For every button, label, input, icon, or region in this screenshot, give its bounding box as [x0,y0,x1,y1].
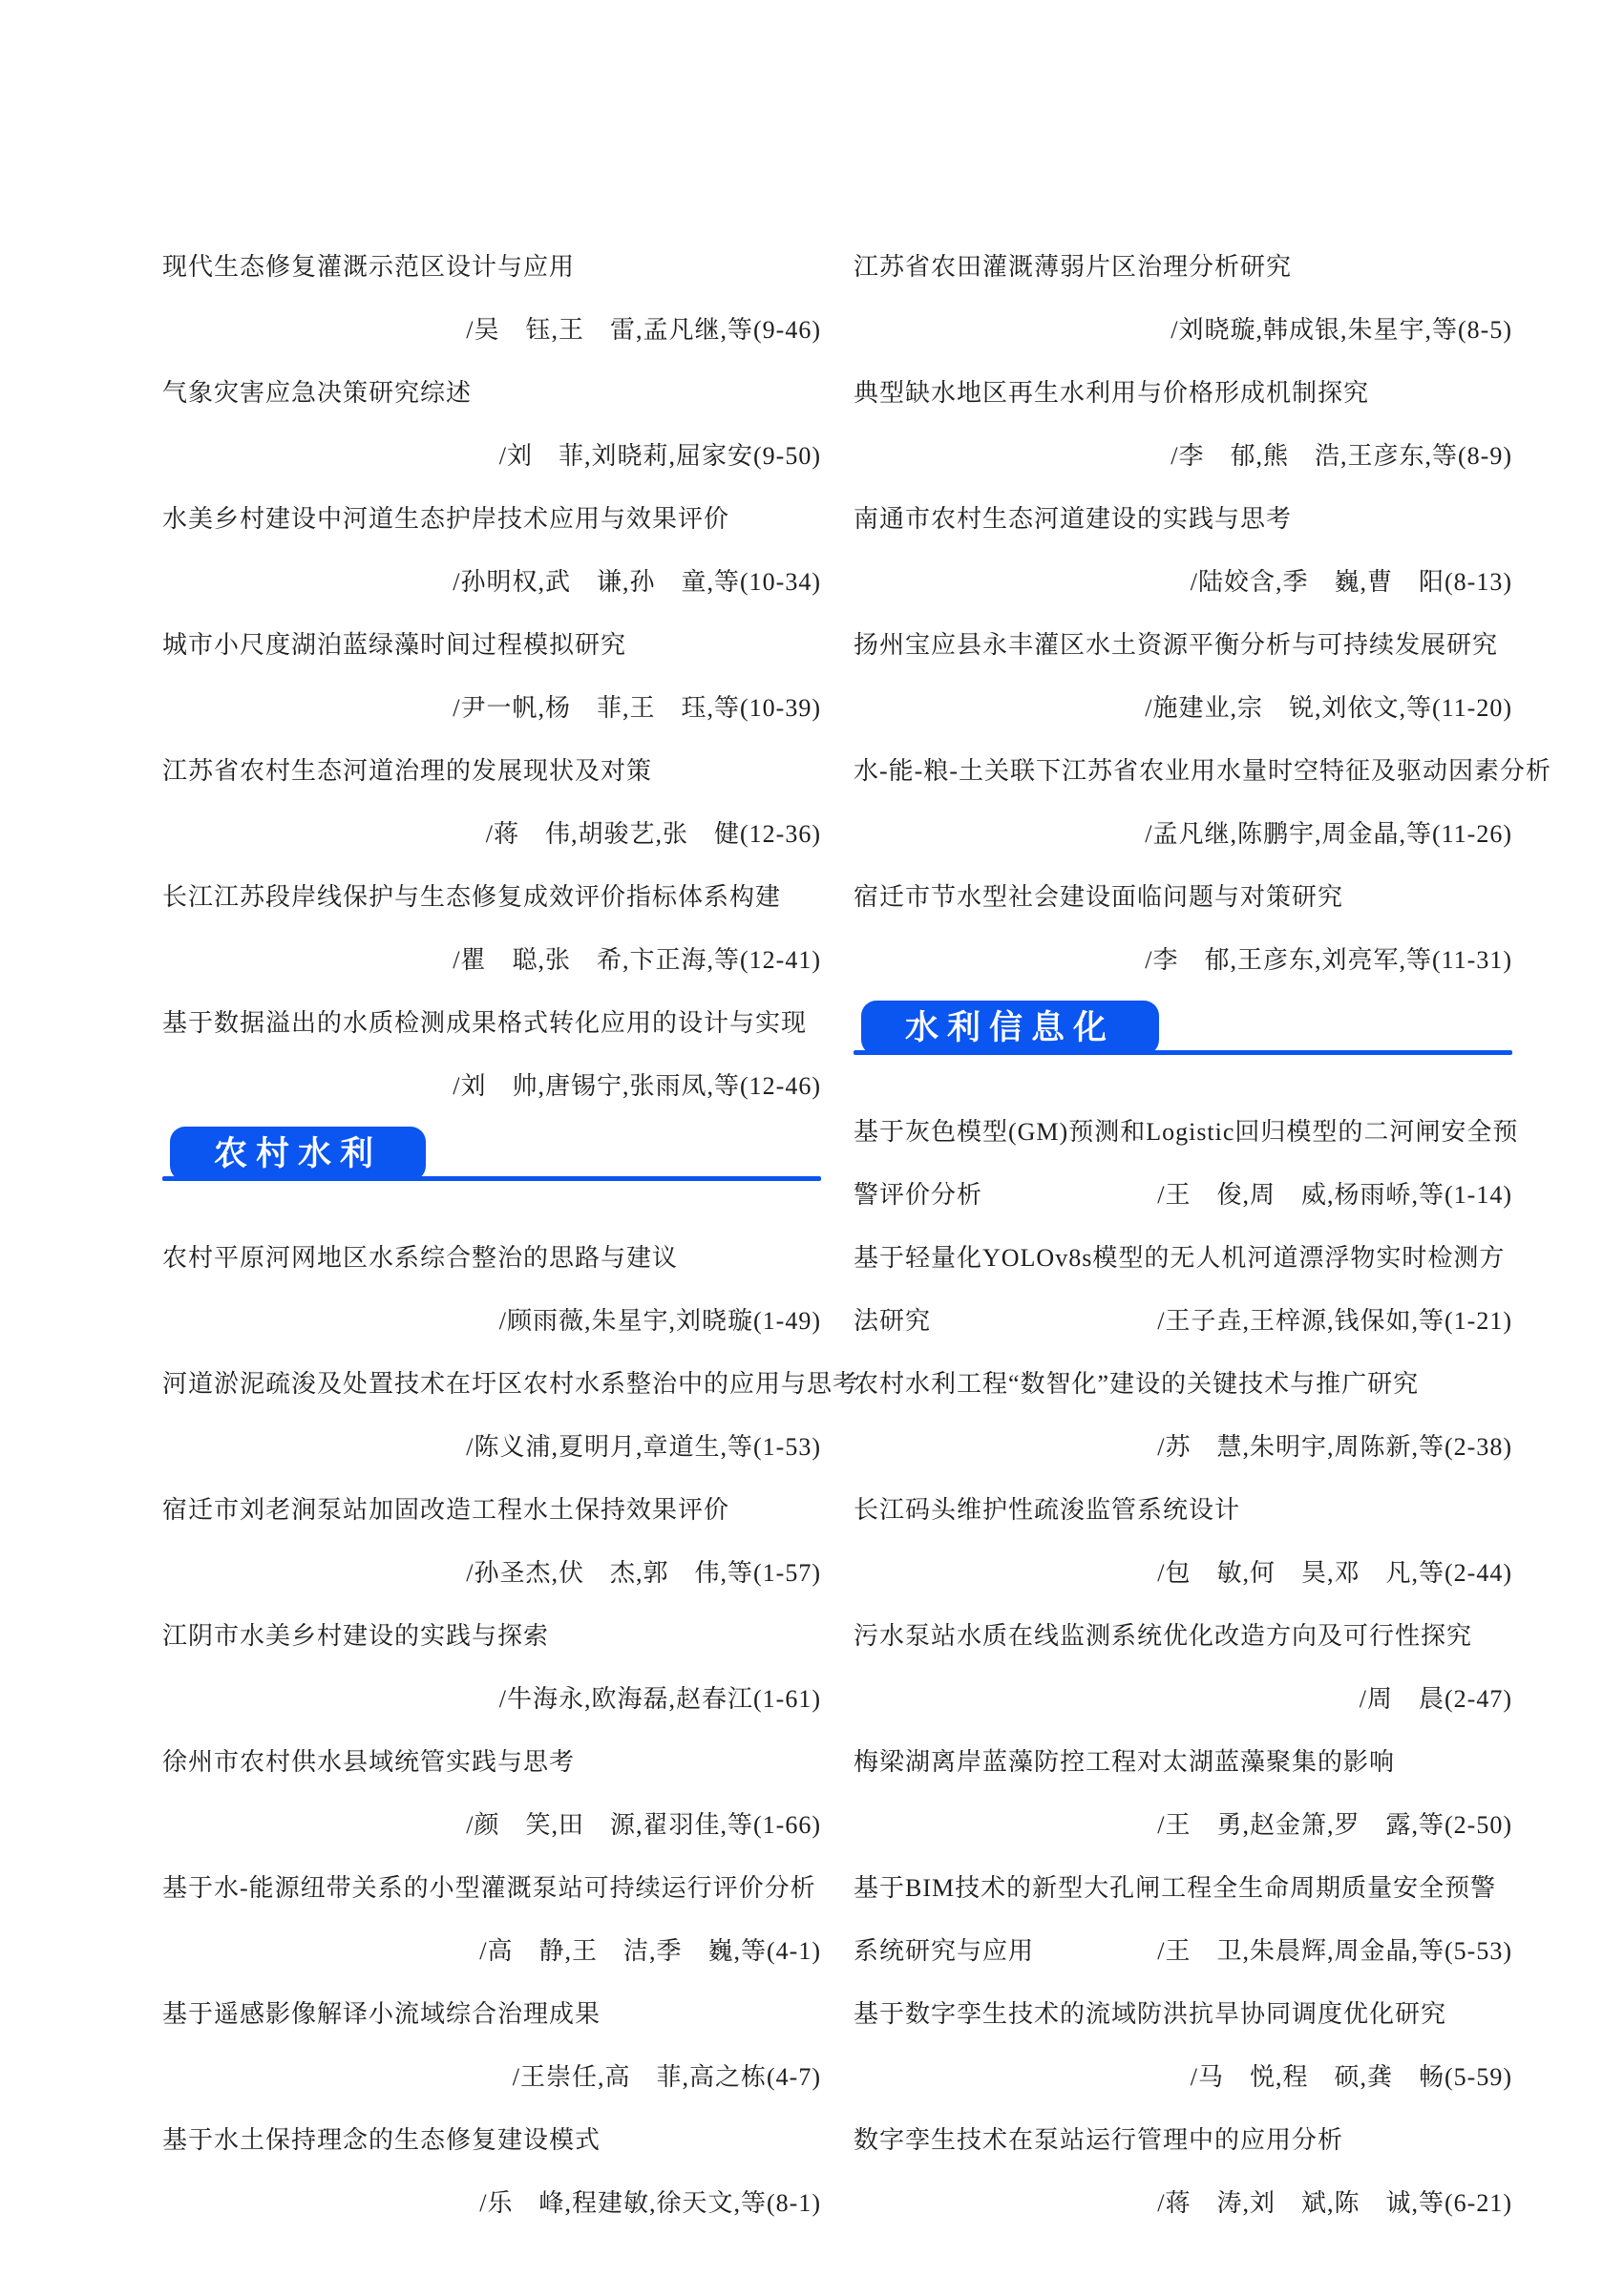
entry-authors: /王 卫,朱晨辉,周金晶,等(5-53) [1157,1936,1512,1965]
entry-title-authors-row [854,1161,1512,1224]
toc-entry [162,1476,821,1602]
entry-authors: /牛海永,欧海磊,赵春江(1-61) [498,1684,821,1713]
entry-authors: /陈义浦,夏明月,章道生,等(1-53) [466,1432,821,1461]
toc-entry [854,1854,1512,1980]
toc-entry [162,1980,821,2106]
entry-title-line1: 基于BIM技术的新型大孔闸工程全生命周期质量安全预警 [854,1873,1497,1902]
toc-entry [162,737,821,863]
toc-entry [854,233,1512,359]
entry-authors: /尹一帆,杨 菲,王 珏,等(10-39) [453,693,821,722]
entry-authors: /李 郁,熊 浩,王彦东,等(8-9) [1171,441,1512,470]
entry-title: 徐州市农村供水县域统管实践与思考 [162,1747,576,1776]
entry-title: 基于遥感影像解译小流域综合治理成果 [162,1999,601,2028]
entry-title: 南通市农村生态河道建设的实践与思考 [854,504,1293,533]
entry-title: 气象灾害应急决策研究综述 [162,378,473,407]
toc-entry [854,611,1512,737]
entry-title: 梅梁湖离岸蓝藻防控工程对太湖蓝藻聚集的影响 [854,1747,1396,1776]
section-badge: 水利信息化 [861,1001,1159,1055]
toc-entry [854,1728,1512,1854]
toc-entry [854,359,1512,485]
entry-title: 江阴市水美乡村建设的实践与探索 [162,1621,550,1650]
entry-title: 河道淤泥疏浚及处置技术在圩区农村水系整治中的应用与思考 [162,1369,859,1398]
entry-title: 农村平原河网地区水系综合整治的思路与建议 [162,1243,679,1272]
entry-authors: /马 悦,程 硕,龚 畅(5-59) [1190,2062,1512,2091]
entry-title: 基于数字孪生技术的流域防洪抗旱协同调度优化研究 [854,1999,1447,2028]
entry-title: 现代生态修复灌溉示范区设计与应用 [162,252,576,281]
toc-entry [854,1476,1512,1602]
entry-title-line1: 基于灰色模型(GM)预测和Logistic回归模型的二河闸安全预 [854,1117,1519,1146]
entry-authors: /陆姣含,季 巍,曹 阳(8-13) [1190,567,1512,596]
entry-authors: /高 静,王 洁,季 巍,等(4-1) [479,1936,821,1965]
entry-title: 基于水-能源纽带关系的小型灌溉泵站可持续运行评价分析 [162,1873,816,1902]
toc-entry [162,863,821,989]
entry-authors: /孟凡继,陈鹏宇,周金晶,等(11-26) [1145,819,1512,848]
entry-authors: /刘 菲,刘晓莉,屈家安(9-50) [498,441,821,470]
entry-title: 污水泵站水质在线监测系统优化改造方向及可行性探究 [854,1621,1473,1650]
entry-title-continued: 法研究 [854,1306,932,1335]
toc-entry [854,1980,1512,2106]
entry-authors: /王崇任,高 菲,高之栋(4-7) [512,2062,821,2091]
entry-authors: /王 勇,赵金箫,罗 露,等(2-50) [1157,1810,1512,1839]
entry-title-authors-row [854,1287,1512,1350]
toc-entry [854,737,1551,863]
toc-entry [854,1224,1512,1350]
toc-entry [162,233,821,359]
entry-title-continued: 系统研究与应用 [854,1936,1035,1965]
toc-entry [162,1854,821,1980]
entry-authors: /孙明权,武 谦,孙 童,等(10-34) [453,567,821,596]
entry-title: 水美乡村建设中河道生态护岸技术应用与效果评价 [162,504,730,533]
section-header [854,1001,1512,1055]
toc-column-right [854,233,1551,2232]
toc-entry [162,1602,821,1728]
entry-authors: /吴 钰,王 雷,孟凡继,等(9-46) [466,315,821,344]
entry-authors: /王子垚,王梓源,钱保如,等(1-21) [1157,1306,1512,1335]
section-badge: 农村水利 [170,1127,426,1181]
entry-title: 城市小尺度湖泊蓝绿藻时间过程模拟研究 [162,630,627,659]
toc-columns [162,233,1551,2232]
entry-authors: /刘 帅,唐锡宁,张雨凤,等(12-46) [453,1071,821,1100]
entry-title: 基于数据溢出的水质检测成果格式转化应用的设计与实现 [162,1008,808,1037]
entry-authors: /孙圣杰,伏 杰,郭 伟,等(1-57) [466,1558,821,1587]
entry-title: 扬州宝应县永丰灌区水土资源平衡分析与可持续发展研究 [854,630,1499,659]
toc-entry [162,485,821,611]
toc-entry [854,863,1512,989]
entry-authors: /瞿 聪,张 希,卞正海,等(12-41) [453,945,821,974]
toc-column-left [162,233,859,2232]
entry-authors: /顾雨薇,朱星宇,刘晓璇(1-49) [498,1306,821,1335]
toc-entry [162,1224,821,1350]
entry-authors: /施建业,宗 锐,刘依文,等(11-20) [1145,693,1512,722]
entry-authors: /包 敏,何 昊,邓 凡,等(2-44) [1157,1558,1512,1587]
entry-title: 江苏省农田灌溉薄弱片区治理分析研究 [854,252,1293,281]
entry-authors: /刘晓璇,韩成银,朱星宇,等(8-5) [1171,315,1512,344]
toc-entry [854,2106,1512,2232]
toc-entry [162,989,821,1115]
entry-title: 基于水土保持理念的生态修复建设模式 [162,2125,601,2154]
entry-title: 长江江苏段岸线保护与生态修复成效评价指标体系构建 [162,882,782,911]
entry-authors: /蒋 涛,刘 斌,陈 诚,等(6-21) [1157,2188,1512,2217]
entry-title: 典型缺水地区再生水利用与价格形成机制探究 [854,378,1370,407]
toc-entry [162,1350,859,1476]
entry-title: 数字孪生技术在泵站运行管理中的应用分析 [854,2125,1344,2154]
toc-entry [162,359,821,485]
entry-authors: /蒋 伟,胡骏艺,张 健(12-36) [485,819,821,848]
entry-title: 宿迁市节水型社会建设面临问题与对策研究 [854,882,1344,911]
entry-authors: /王 俊,周 威,杨雨峤,等(1-14) [1157,1180,1512,1209]
entry-authors: /乐 峰,程建敏,徐天文,等(8-1) [479,2188,821,2217]
entry-title-authors-row [854,1917,1512,1980]
entry-title: 农村水利工程“数智化”建设的关键技术与推广研究 [854,1369,1420,1398]
entry-title: 水-能-粮-土关联下江苏省农业用水量时空特征及驱动因素分析 [854,756,1551,785]
toc-entry [854,1602,1512,1728]
entry-authors: /苏 慧,朱明宇,周陈新,等(2-38) [1157,1432,1512,1461]
entry-title: 宿迁市刘老涧泵站加固改造工程水土保持效果评价 [162,1495,730,1524]
toc-entry [162,2106,821,2232]
toc-entry [854,485,1512,611]
entry-authors: /周 晨(2-47) [1359,1684,1512,1713]
toc-entry [162,611,821,737]
entry-title-continued: 警评价分析 [854,1180,983,1209]
section-header [162,1127,821,1181]
entry-title-line1: 基于轻量化YOLOv8s模型的无人机河道漂浮物实时检测方 [854,1243,1506,1272]
entry-title: 长江码头维护性疏浚监管系统设计 [854,1495,1241,1524]
entry-authors: /颜 笑,田 源,翟羽佳,等(1-66) [466,1810,821,1839]
entry-authors: /李 郁,王彦东,刘亮军,等(11-31) [1145,945,1512,974]
entry-title: 江苏省农村生态河道治理的发展现状及对策 [162,756,653,785]
toc-entry [162,1728,821,1854]
toc-entry [854,1098,1519,1224]
toc-entry [854,1350,1512,1476]
